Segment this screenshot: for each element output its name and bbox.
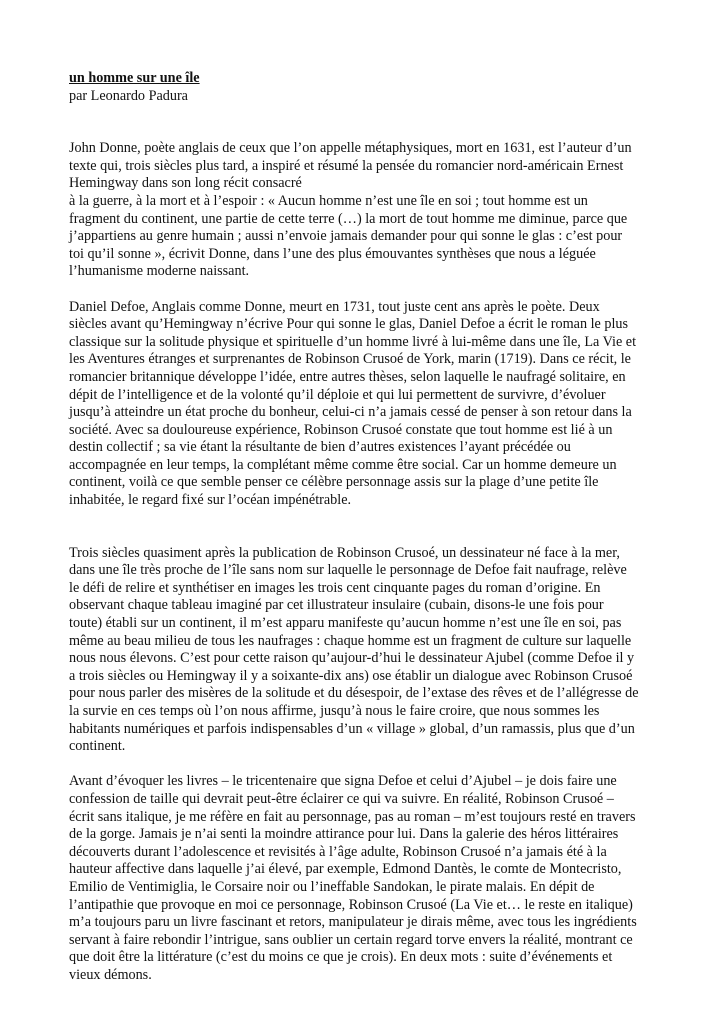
text-line: inhabitée, le regard fixé sur l’océan impénétrable. [69, 492, 352, 509]
text-line: pour nous parler des misères de la solitude et du désespoir, de l’extase des rêves et de l’allégresse de [69, 685, 639, 702]
text-line: Daniel Defoe, Anglais comme Donne, meurt en 1731, tout juste cent ans après le poète. Deux [69, 298, 600, 315]
text-line: a trois siècles ou Hemingway il y a soixante-dix ans) ose établir un dialogue avec Robinson Crusoé [69, 667, 633, 684]
text-line: continent, voilà ce que semble penser ce célèbre personnage assis sur la plage d’une petite île [69, 474, 599, 491]
text-line: continent. [69, 738, 126, 755]
text-line: à la guerre, à la mort et à l’espoir : « Aucun homme n’est une île en soi ; tout homme est un [69, 192, 588, 209]
author-byline: par Leonardo Padura [69, 87, 188, 104]
text-line: l’antipathie que provoque en moi ce personnage, Robinson Crusoé (La Vie et… le reste en italique) [69, 896, 633, 913]
text-line: les Aventures étranges et surprenantes de Robinson Crusoé de York, marin (1719). Dans ce récit, le [69, 351, 631, 368]
text-line: classique sur la solitude physique et spirituelle d’un homme livré à lui-même dans une île, La Vie et [69, 333, 637, 350]
text-line: confession de taille qui devrait peut-être éclairer ce qui va suivre. En réalité, Robinson Crusoé – [69, 790, 614, 807]
text-line: Hemingway dans son long récit consacré [69, 175, 302, 192]
paragraph-4 [69, 773, 659, 984]
text-line: nous nous élevons. C’est pour cette raison qu’aujour-d’hui le dessinateur Ajubel (comme Defoe il y [69, 650, 635, 667]
document-title: un homme sur une île [69, 70, 200, 86]
text-line: accompagnée en leur temps, la complétant même comme être social. Car un homme demeure un [69, 456, 617, 473]
text-line: Trois siècles quasiment après la publication de Robinson Crusoé, un dessinateur né face à la mer, [69, 544, 620, 561]
text-line: j’appartiens au genre humain ; aussi n’envoie jamais demander pour qui sonne le glas : c’est pour [69, 228, 623, 245]
text-line: siècles avant qu’Hemingway n’écrive Pour qui sonne le glas, Daniel Defoe a écrit le roman le plus [69, 316, 629, 333]
text-line: dans une île très proche de l’île sans nom sur laquelle le personnage de Defoe fait naufrage, relève [69, 562, 627, 579]
paragraph-1 [69, 140, 659, 281]
text-line: même au beau milieu de tous les naufrages : chaque homme est un fragment de culture sur laquelle [69, 632, 632, 649]
text-line: romancier britannique développe l’idée, entre autres thèses, selon laquelle le naufragé solitaire, en [69, 368, 626, 385]
text-line: de la gorge. Jamais je n’ai senti la moindre attirance pour lui. Dans la galerie des héros littéraires [69, 826, 619, 843]
text-line: vieux démons. [69, 966, 152, 983]
text-line: le défi de relire et synthétiser en images les trois cent cinquante pages du roman d’origine. En [69, 579, 601, 596]
text-line: habitants numériques et parfois indispensables d’un « village » global, d’un ramassis, plus que d’un [69, 720, 635, 737]
paragraph-3 [69, 545, 659, 756]
text-line: découverts durant l’adolescence et revisités à l’âge adulte, Robinson Crusoé n’a jamais été à la [69, 843, 607, 860]
text-line: Avant d’évoquer les livres – le tricentenaire que signa Defoe et celui d’Ajubel – je dois faire une [69, 773, 617, 790]
text-line: fragment du continent, une partie de cette terre (…) la mort de tout homme me diminue, parce que [69, 210, 628, 227]
text-line: la survie en ces temps où l’on nous affirme, jusqu’à nous le faire croire, que nous sommes les [69, 703, 600, 719]
text-line: Emilio de Ventimiglia, le Corsaire noir ou l’ineffable Sandokan, le pirate malais. En dépit de [69, 878, 595, 895]
text-line: texte qui, trois siècles plus tard, a inspiré et résumé la pensée du romancier nord-américain Ernest [69, 157, 624, 174]
text-line: que doit être la littérature (c’est du moins ce que je crois). En deux mots : suite d’événements et [69, 949, 613, 966]
text-line: écrit sans italique, je me réfère en fait au personnage, pas au roman – m’est toujours resté en travers [69, 808, 636, 825]
text-line: observant chaque tableau imaginé par cet illustrateur insulaire (cubain, disons-le une fois pour [69, 597, 604, 614]
text-line: jusqu’à atteindre un état proche du bonheur, celui-ci n’a jamais cessé de penser à son retour dans la [69, 404, 632, 421]
text-line: destin collectif ; sa vie étant la résultante de bien d’autres existences l’ayant précédée ou [69, 439, 571, 456]
text-line: l’humanisme moderne naissant. [69, 263, 250, 280]
text-line: m’a toujours paru un livre fascinant et retors, manipulateur je dirais même, avec tous les ingrédients [69, 914, 637, 931]
text-line: dépit de l’intelligence et de la volonté qu’il déploie et qui lui permettent de survivre, d’évoluer [69, 386, 606, 403]
paragraph-2 [69, 299, 659, 510]
text-line: John Donne, poète anglais de ceux que l’on appelle métaphysiques, mort en 1631, est l’auteur d’un [69, 140, 632, 157]
text-line: toi qu’il sonne », écrivit Donne, dans l’une des plus émouvantes synthèses que nous a léguée [69, 245, 596, 262]
text-line: toute) établi sur un continent, il m’est apparu manifeste qu’aucun homme n’est une île en soi, pas [69, 615, 622, 632]
text-line: société. Avec sa douloureuse expérience, Robinson Crusoé constate que tout homme est lié à un [69, 421, 613, 438]
document-page [69, 70, 659, 1002]
text-line: servant à faire rebondir l’intrigue, sans oublier un certain regard torve envers la réalité, montrant ce [69, 931, 633, 948]
text-line: hauteur affective dans laquelle j’ai élevé, par exemple, Edmond Dantès, le comte de Montecristo, [69, 861, 622, 878]
